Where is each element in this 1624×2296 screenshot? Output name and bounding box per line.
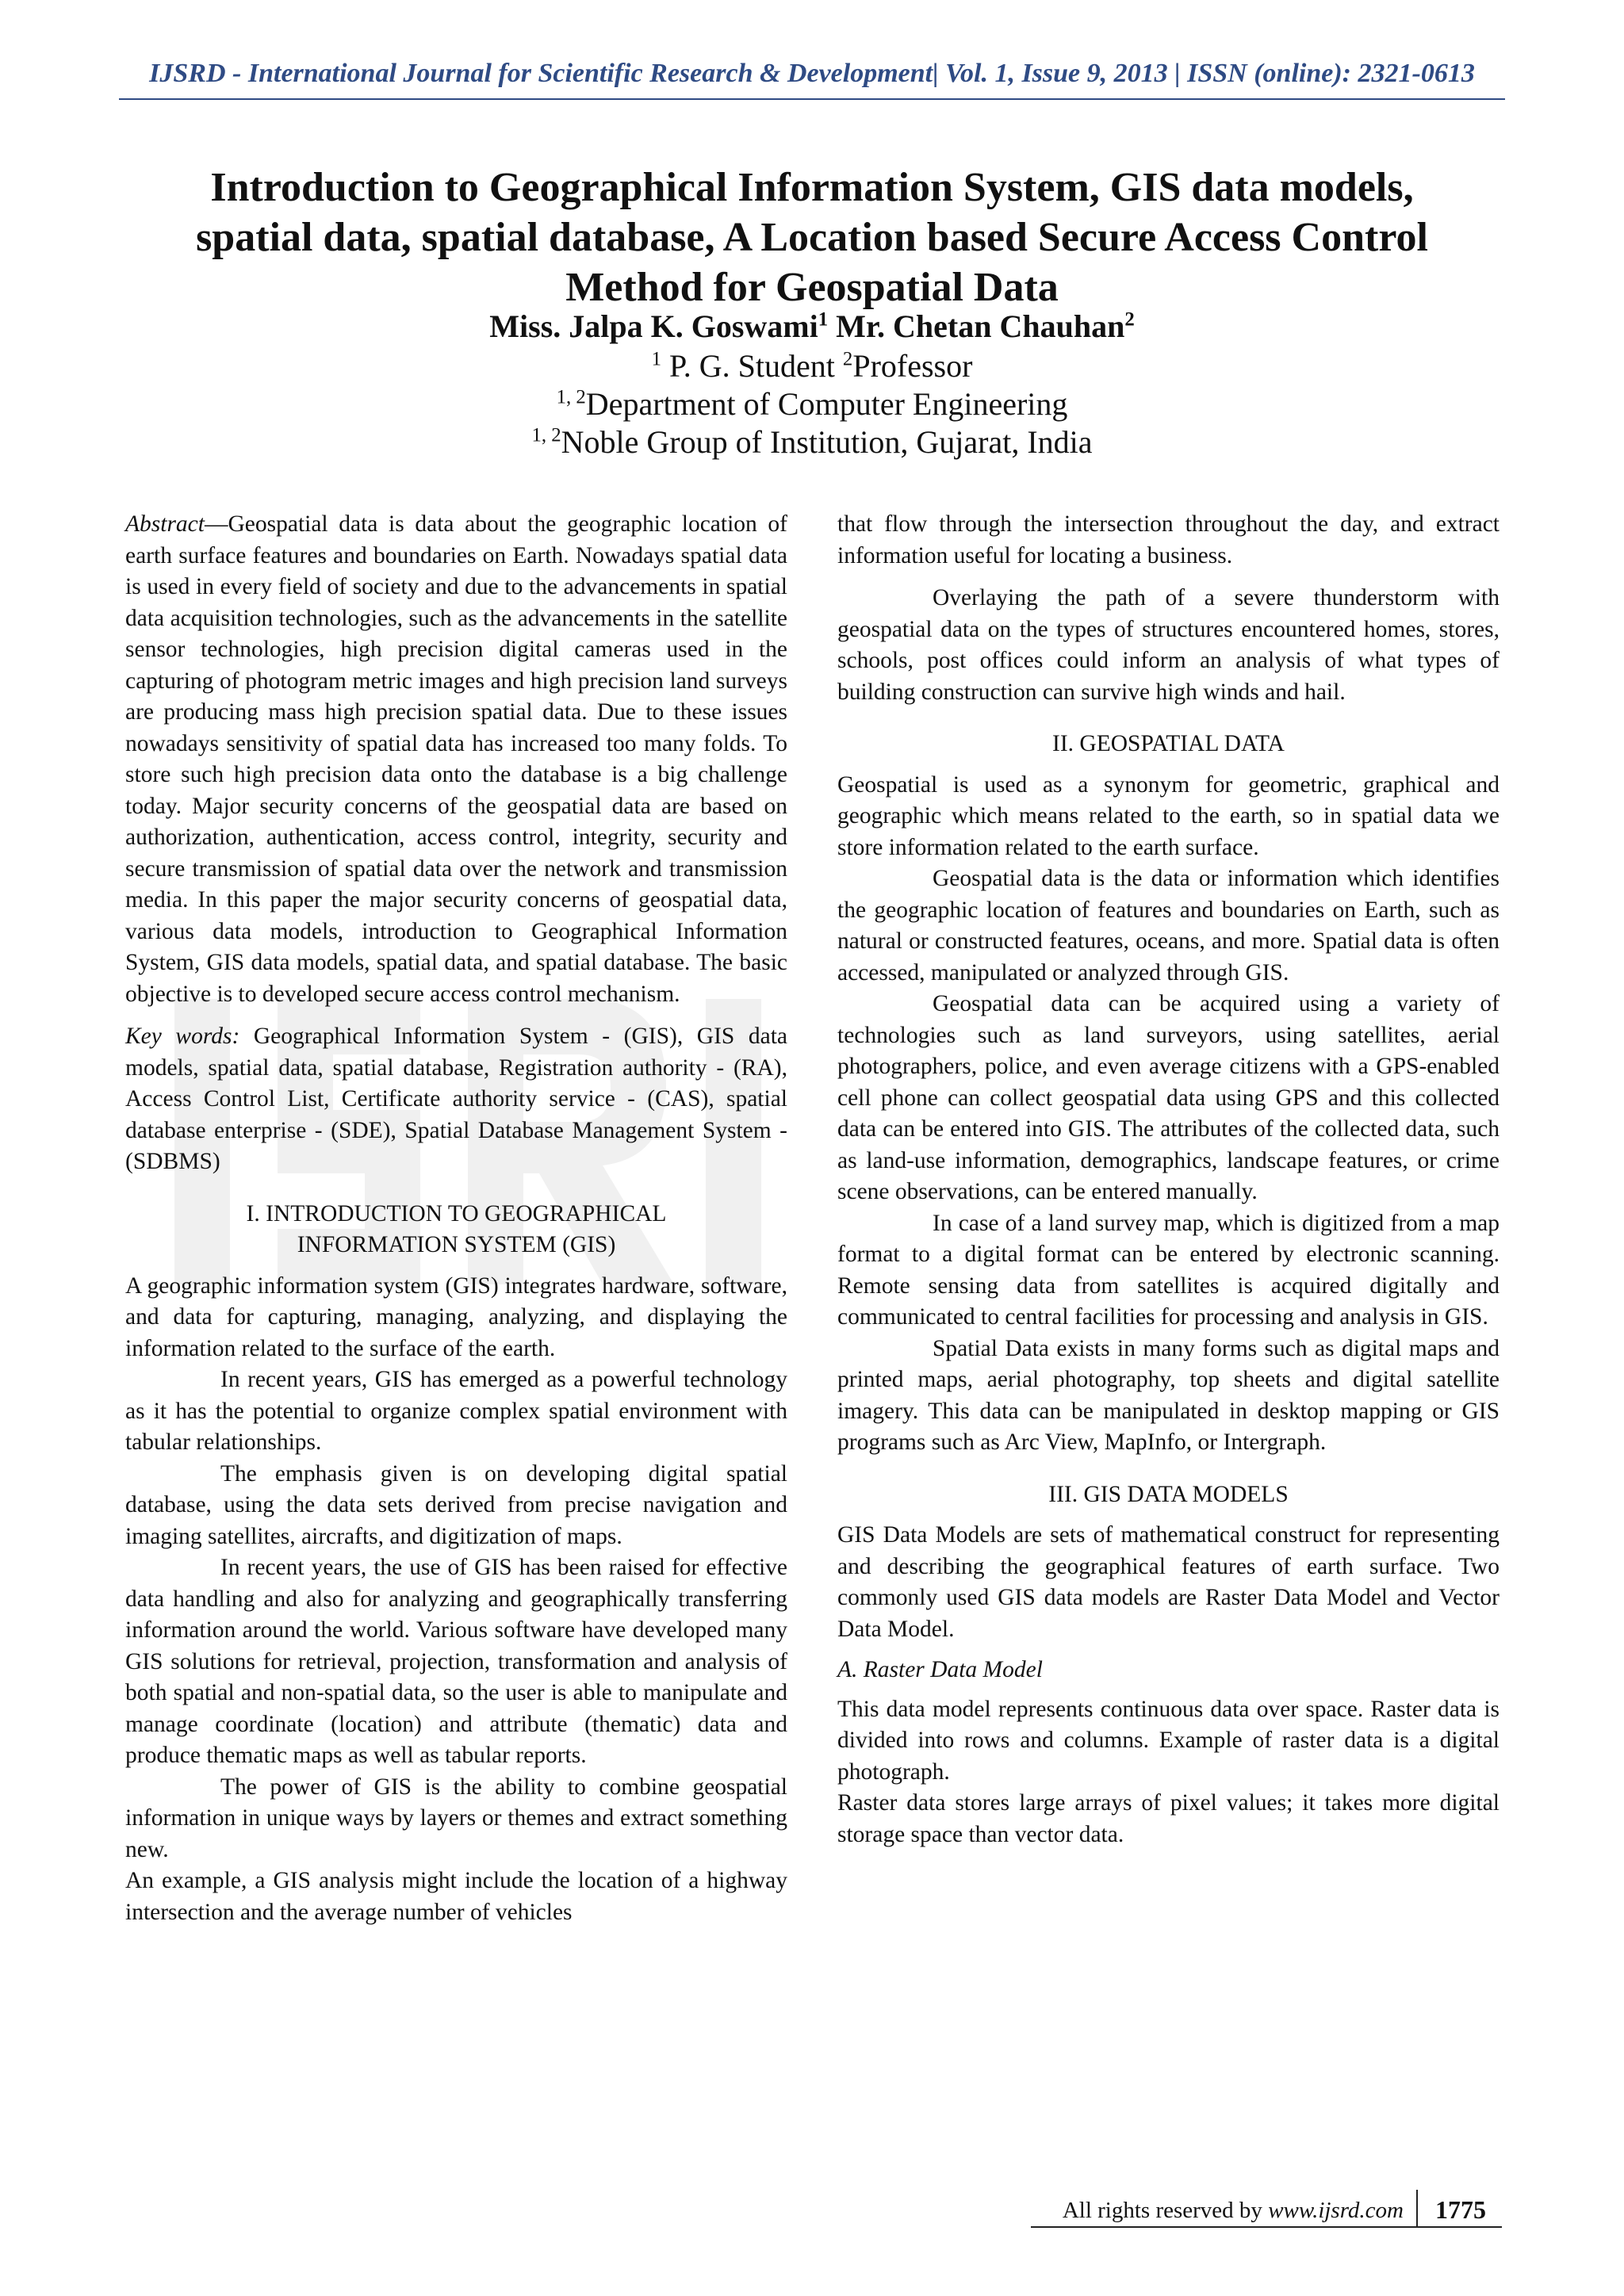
title-line-2: spatial data, spatial database, A Location based Secure Access Control [196,215,1428,260]
role-2: Professor [852,348,973,384]
section-3-heading: III. GIS DATA MODELS [1048,1481,1289,1507]
page-number: 1775 [1416,2190,1503,2226]
footer-rights [1023,2198,1404,2224]
author-2: Mr. Chetan Chauhan [836,308,1125,344]
author-1-marker: 1 [818,308,829,331]
left-column [125,509,787,1928]
section-2-heading: II. GEOSPATIAL DATA [1052,731,1285,756]
title-line-1: Introduction to Geographical Information System, GIS data models, [210,165,1414,210]
institution-name: Noble Group of Institution, Gujarat, India [561,424,1093,460]
role-2-marker: 2 [842,348,853,370]
affiliation-institution [111,423,1513,461]
role-1-marker: 1 [651,348,661,370]
keywords [125,1021,787,1178]
section-2-paragraph-1: Geospatial is used as a synonym for geometric, graphical and geographic which means related to the earth, so in spatial data we store information related to the earth surface. [837,771,1500,860]
thunderstorm-paragraph: Overlaying the path of a severe thunderstorm with geospatial data on the types of structures encountered homes, stores, schools, post offices could inform an analysis of what types of building construction can survive high winds and hail. [837,585,1500,705]
section-1-paragraph-5: The power of GIS is the ability to combine geospatial information in unique ways by layers or themes and extract something new. [125,1774,787,1862]
section-1-paragraph-2: In recent years, GIS has emerged as a powerful technology as it has the potential to organize complex spatial environment with tabular relationships. [125,1367,787,1455]
abstract-label: Abstract [125,511,205,537]
journal-header: IJSRD - International Journal for Scientific Research & Development| Vol. 1, Issue 9, 2013 | ISSN (online): 2321-0613 [149,59,1475,88]
header-divider [119,98,1505,100]
section-1-paragraph-3: The emphasis given is on developing digital spatial database, using the data sets derived from precise navigation and imaging satellites, aircrafts, and digitization of maps. [125,1460,787,1549]
footer-divider [1031,2226,1502,2228]
affiliation-roles [111,347,1513,385]
section-2-paragraph-2: Geospatial data is the data or information which identifies the geographic location of features and boundaries on Earth, such as natural or constructed features, oceans, and more. Spatial data is often accessed, manipulated or analyzed through GIS. [837,866,1500,985]
section-1-paragraph-6: An example, a GIS analysis might include the location of a highway intersection and the average number of vehicles [125,1868,787,1925]
continued-paragraph: that flow through the intersection throughout the day, and extract information useful for locating a business. [837,511,1500,568]
section-1-heading-line-2: INFORMATION SYSTEM (GIS) [297,1232,616,1257]
author-line [111,308,1513,345]
right-column [837,509,1500,1850]
section-3-paragraph-1: GIS Data Models are sets of mathematical construct for representing and describing the geographical features of earth surface. Two commonly used GIS data models are Raster Data Model and Vector Data Model. [837,1522,1500,1642]
subsection-a-heading: A. Raster Data Model [837,1657,1043,1682]
rights-text: All rights reserved by [1062,2198,1269,2223]
department-name: Department of Computer Engineering [585,386,1068,422]
section-2-paragraph-3: Geospatial data can be acquired using a variety of technologies such as land surveyors, using satellites, aerial photographers, police, and even average citizens with a GPS-enabled cell phone can collect geospatial data using GPS and this collected data can be entered into GIS. The attributes of the collected data, such as land-use information, demographics, landscape features, or crime scene observations, can be entered manually. [837,991,1500,1204]
subsection-a-paragraph-1: This data model represents continuous data over space. Raster data is divided into rows and columns. Example of raster data is a digital photograph. [837,1696,1500,1785]
subsection-a-paragraph-2: Raster data stores large arrays of pixel values; it takes more digital storage space than vector data. [837,1790,1500,1847]
author-2-marker: 2 [1124,308,1135,331]
section-1-paragraph-1: A geographic information system (GIS) integrates hardware, software, and data for capturing, managing, analyzing, and displaying the information related to the surface of the earth. [125,1272,787,1361]
abstract [125,509,787,1010]
site-link[interactable]: www.ijsrd.com [1268,2198,1404,2223]
title-line-3: Method for Geospatial Data [565,265,1059,310]
section-2-paragraph-4: In case of a land survey map, which is digitized from a map format to a digital format can be entered by electronic scanning. Remote sensing data from satellites is acquired digitally and communicated to central facilities for processing and analysis in GIS. [837,1210,1500,1330]
institution-marker: 1, 2 [531,424,561,446]
section-2-paragraph-5: Spatial Data exists in many forms such as digital maps and printed maps, aerial photography, top sheets and digital satellite imagery. This data can be manipulated in desktop mapping or GIS programs such as Arc View, MapInfo, or Intergraph. [837,1335,1500,1455]
author-1: Miss. Jalpa K. Goswami [489,308,818,344]
role-1: P. G. Student [668,348,835,384]
keywords-text: Geographical Information System - (GIS), GIS data models, spatial data, spatial database, Registration authority - (RA), Access Control List, Certificate authority service - (CAS), spatial database enterprise - (SDE), Spatial Database Management System - (SDBMS) [125,1024,788,1174]
section-1-heading-line-1: I. INTRODUCTION TO GEOGRAPHICAL [246,1200,667,1226]
abstract-text: —Geospatial data is data about the geographic location of earth surface features and boundaries on Earth. Nowadays spatial data is used in every field of society and due to the advancements in spatial data acquisition technologies, such as the advancements in the satellite sensor technologies, high precision digital cameras used in the capturing of photogram metric images and high precision land surveys are producing mass high precision spatial data. Due to these issues nowadays sensitivity of spatial data has increased too many folds. To store such high precision data onto the database is a big challenge today. Major security concerns of the geospatial data are based on authorization, authentication, access control, integrity, security and secure transmission of spatial data over the network and transmission media. In this paper the major security concerns of geospatial data, various data models, introduction to Geographical Information System, GIS data models, spatial data, and spatial database. The basic objective is to developed secure access control mechanism. [125,511,787,1007]
section-1-heading [125,1199,787,1261]
keywords-label: Key words: [125,1024,240,1049]
section-1-paragraph-4: In recent years, the use of GIS has been raised for effective data handling and also for analyzing and geographically transferring information around the world. Various software have developed many GIS solutions for retrieval, projection, transformation and analysis of both spatial and non-spatial data, so the user is able to manipulate and manage coordinate (location) and attribute (thematic) data and produce thematic maps as well as tabular reports. [125,1555,787,1768]
affiliation-department [111,385,1513,423]
paper-title [111,163,1513,312]
department-marker: 1, 2 [556,386,586,408]
